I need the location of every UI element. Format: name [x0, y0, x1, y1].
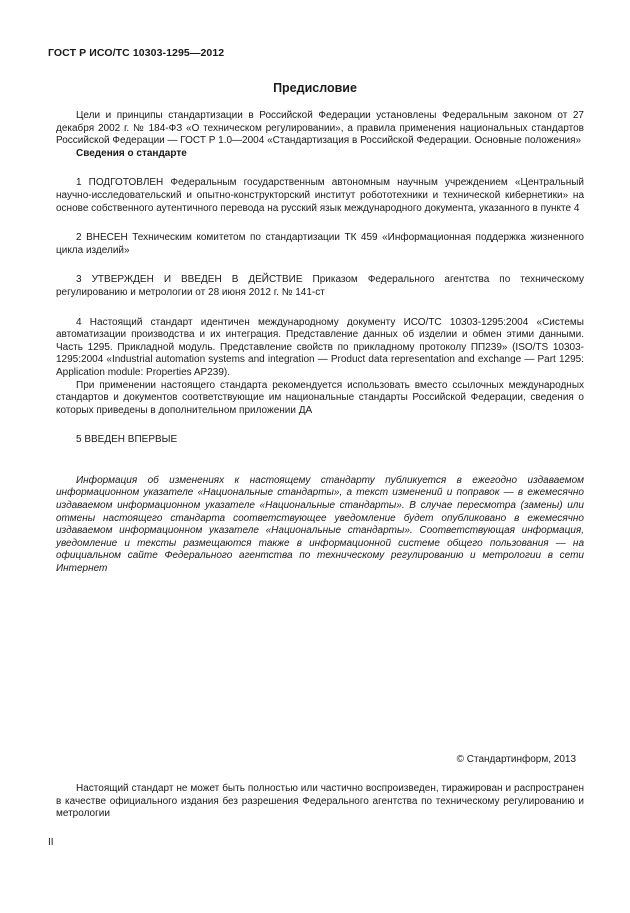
item-4-note-paragraph: При применении настоящего стандарта рекомендуется использовать вместо ссылочных международных стандартов и документов соответствующие им национальные стандарты Российской Федерации, сведения о которых приведены в дополнительном приложении ДА	[56, 379, 584, 416]
page-title: Предисловие	[273, 81, 357, 95]
item-3-paragraph: 3 УТВЕРЖДЕН И ВВЕДЕН В ДЕЙСТВИЕ Приказом Федерального агентства по техническому регулированию и метрологии от 28 июня 2012 г. № 141-ст	[56, 274, 584, 298]
document-header-code: ГОСТ Р ИСО/ТС 10303-1295—2012	[48, 47, 225, 59]
section-title: Сведения о стандарте	[76, 147, 187, 159]
notice-block	[56, 783, 584, 821]
info-paragraph: Информация об изменениях к настоящему стандарту публикуется в ежегодно издаваемом информационном указателе «Национальные стандарты», а текст изменений и поправок — в ежемесячно издаваемом информационном указателе «Национальные стандарты». В случае пересмотра (замены) или отмены настоящего стандарта соответствующее уведомление будет опубликовано в ежемесячно издаваемом информационном указателе «Национальные стандарты». Соответствующая информация, уведомление и тексты размещаются также в информационной системе общего пользования — на официальном сайте Федерального агентства по техническому регулированию и метрологии в сети Интернет	[56, 474, 584, 575]
intro-paragraph: Цели и принципы стандартизации в Российской Федерации установлены Федеральным законом от 27 декабря 2002 г. № 184-ФЗ «О техническом регулировании», а правила применения национальных стандартов Российской Федерации — ГОСТ Р 1.0—2004 «Стандартизация в Российской Федерации. Основные положения»	[56, 110, 584, 147]
copyright-line: © Стандартинформ, 2013	[456, 754, 576, 765]
foreword-body	[56, 110, 584, 576]
page-number: II	[48, 837, 54, 848]
item-4-paragraph: 4 Настоящий стандарт идентичен международному документу ИСО/ТС 10303-1295:2004 «Системы автоматизации производства и их интеграция. Представление данных об изделии и обмен этими данными. Часть 1295. Прикладной модуль. Представление свойств по прикладному протоколу ПП239» (ISO/TS 10303-1295:2004 «Industrial automation systems and integration — Product data representation and exchange — Part 1295: Application module: Properties AP239).	[56, 316, 584, 378]
item-5-paragraph: 5 ВВЕДЕН ВПЕРВЫЕ	[76, 434, 178, 446]
item-1-paragraph: 1 ПОДГОТОВЛЕН Федеральным государственным автономным научным учреждением «Центральный научно-исследовательский и опытно-конструкторский институт робототехники и технической кибернетики» на основе собственного аутентичного перевода на русский язык международного документа, указанного в пункте 4	[56, 177, 584, 214]
item-2-paragraph: 2 ВНЕСЕН Техническим комитетом по стандартизации ТК 459 «Информационная поддержка жизненного цикла изделий»	[56, 232, 584, 256]
notice-paragraph: Настоящий стандарт не может быть полностью или частично воспроизведен, тиражирован и распространен в качестве официального издания без разрешения Федерального агентства по техническому регулированию и метрологии	[56, 783, 584, 820]
